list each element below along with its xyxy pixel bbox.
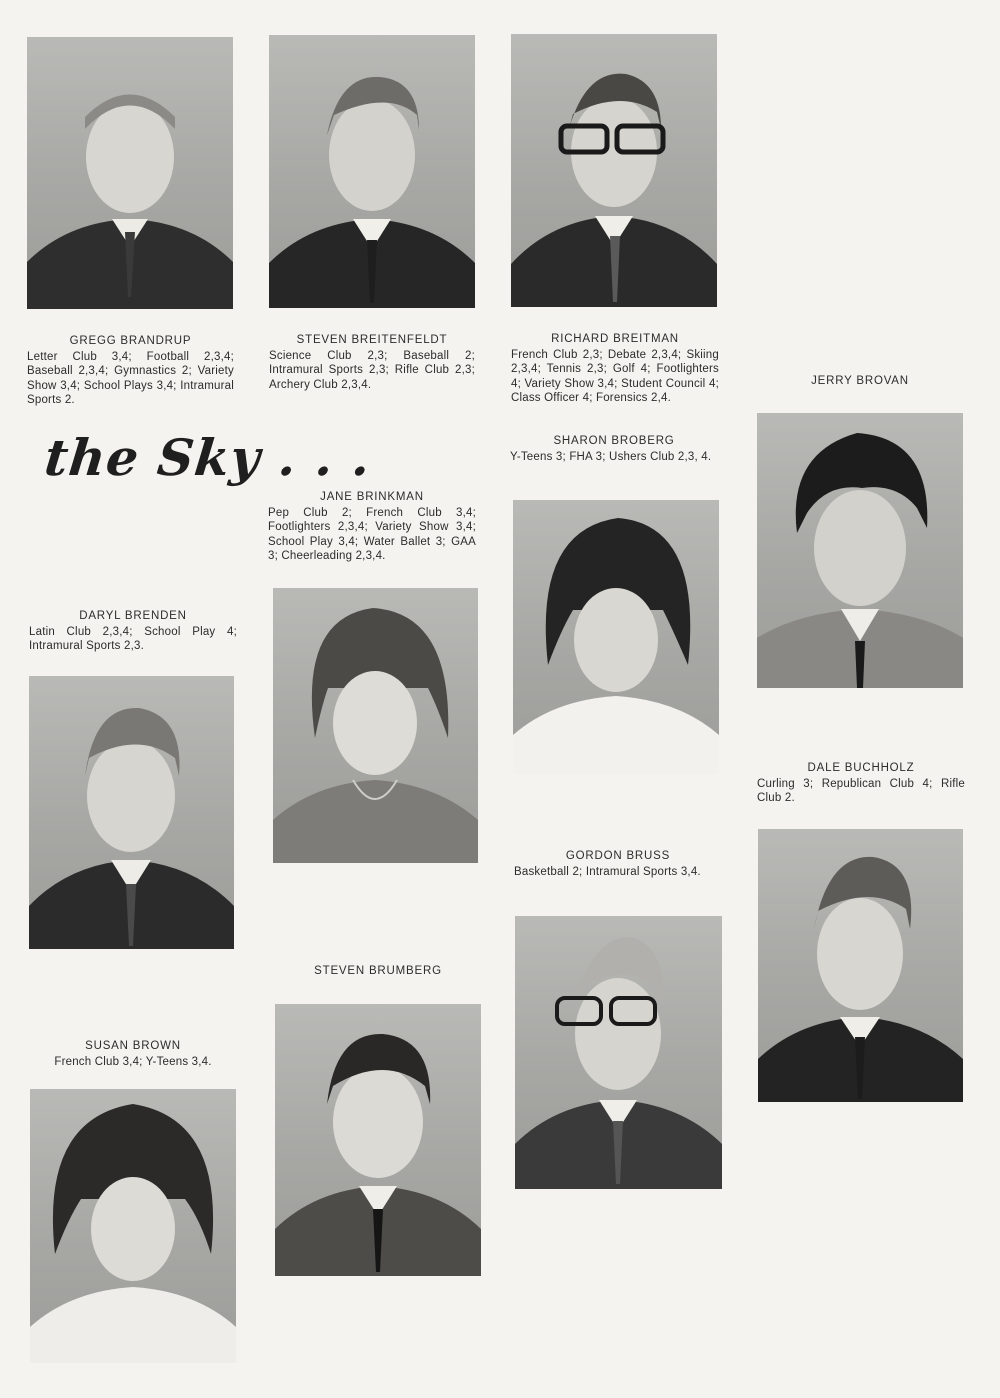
student-name: SHARON BROBERG: [553, 435, 675, 447]
student-activities: French Club 3,4; Y-Teens 3,4.: [54, 1055, 212, 1068]
section-heading: the Sky . . .: [41, 428, 375, 487]
student-activities: Pep Club 2; French Club 3,4; Footlighters 2,3,4; Variety Show 3,4; School Play 3,4; Water Ballet 3; GAA 3; Cheerleading 2,3,4.: [268, 506, 476, 563]
student-name: JERRY BROVAN: [811, 375, 909, 387]
portrait-richard-breitman: [511, 34, 717, 307]
student-name: JANE BRINKMAN: [320, 491, 424, 503]
student-name: GORDON BRUSS: [565, 850, 671, 862]
caption-sharon-broberg: [510, 434, 718, 464]
caption-steven-brumberg: [275, 964, 481, 980]
portrait-jerry-brovan: [757, 413, 963, 688]
student-activities: Latin Club 2,3,4; School Play 4; Intramural Sports 2,3.: [29, 625, 237, 653]
student-activities: Basketball 2; Intramural Sports 3,4.: [514, 865, 701, 878]
student-name: GREGG BRANDRUP: [69, 335, 192, 347]
student-name: STEVEN BREITENFELDT: [296, 334, 448, 346]
caption-dale-buchholz: [757, 761, 965, 806]
caption-steven-breitenfeldt: [269, 333, 475, 392]
portrait-dale-buchholz: [758, 829, 963, 1102]
student-name: SUSAN BROWN: [85, 1040, 181, 1052]
portrait-sharon-broberg: [513, 500, 719, 774]
caption-richard-breitman: [511, 332, 719, 406]
portrait-gregg-brandrup: [27, 37, 233, 309]
portrait-gordon-bruss: [515, 916, 722, 1189]
student-activities: Y-Teens 3; FHA 3; Ushers Club 2,3, 4.: [510, 450, 712, 463]
student-name: RICHARD BREITMAN: [551, 333, 679, 345]
student-activities: Science Club 2,3; Baseball 2; Intramural Sports 2,3; Rifle Club 2,3; Archery Club 2,3,4.: [269, 349, 475, 391]
caption-daryl-brenden: [29, 609, 237, 654]
student-activities: Letter Club 3,4; Football 2,3,4; Baseball 2,3,4; Gymnastics 2; Variety Show 3,4; School Plays 3,4; Intramural Sports 2.: [27, 350, 234, 407]
student-name: DARYL BRENDEN: [79, 610, 187, 622]
portrait-susan-brown: [30, 1089, 236, 1363]
caption-gregg-brandrup: [27, 334, 234, 408]
portrait-jane-brinkman: [273, 588, 478, 863]
portrait-steven-breitenfeldt: [269, 35, 475, 308]
portrait-daryl-brenden: [29, 676, 234, 949]
caption-jerry-brovan: [757, 374, 963, 390]
student-name: DALE BUCHHOLZ: [807, 762, 915, 774]
caption-jane-brinkman: [268, 490, 476, 564]
student-activities: French Club 2,3; Debate 2,3,4; Skiing 2,3,4; Tennis 2,3; Golf 4; Footlighters 4; Variety Show 3,4; Student Council 4; Class Officer 4; Forensics 2,4.: [511, 348, 719, 405]
student-activities: Curling 3; Republican Club 4; Rifle Club 2.: [757, 777, 965, 805]
student-name: STEVEN BRUMBERG: [314, 965, 442, 977]
caption-gordon-bruss: [514, 849, 722, 879]
caption-susan-brown: [30, 1039, 236, 1069]
portrait-steven-brumberg: [275, 1004, 481, 1276]
